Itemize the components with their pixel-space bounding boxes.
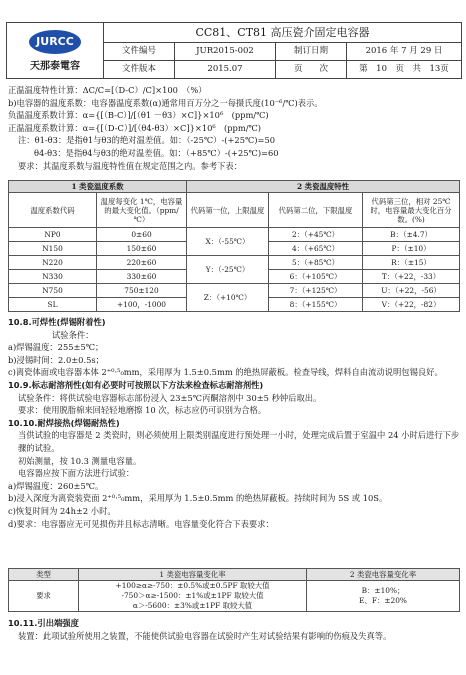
col-header-lower: 代码第二位，下限温度 (269, 193, 363, 228)
section-10-9-line: 试验条件：将供试验电容器标志部份浸入 23±5℃丙酮溶剂中 30±5 秒钟后取出。 (18, 392, 322, 403)
section-10-10-title: 10.10.耐焊接热(焊锡耐热性) (8, 417, 120, 428)
version-value: 2015.07 (175, 61, 276, 78)
temperature-formulas (8, 84, 460, 172)
note-line-1: 注：θ1-θ3：是指θ1与θ3的绝对温差值。如：（-25℃）-(+25℃)=50 (18, 135, 276, 146)
section-10-10-line: a)焊锡温度：260±5℃。 (8, 480, 104, 491)
table-cell: 5：（+85℃） (269, 256, 363, 270)
table-cell: 7：（+125℃） (269, 284, 363, 298)
class2-line: E、F：±20% (359, 596, 407, 605)
table-cell: 750±120 (97, 284, 187, 298)
table-cell: N220 (9, 256, 97, 270)
table-cell: V：（+22，-82） (363, 298, 460, 312)
date-value: 2016 年 7 月 29 日 (365, 46, 443, 56)
capacitance-change-table (8, 568, 460, 612)
class2-line: B：±10%； (361, 586, 405, 595)
section-10-8-line: a)焊锡温度：255±5℃； (8, 342, 104, 353)
table-cell: 220±60 (97, 256, 187, 270)
table-cell: 150±60 (97, 242, 187, 256)
table-cell: N150 (9, 242, 97, 256)
date-label: 制订日期 (276, 43, 347, 60)
section-10-10-line: 当供试验的电容器是 2 类瓷时，则必须使用上限类别温度进行预处理一小时，处理完成后置于室温中 24 小时后进行下步骤的试验。 (18, 430, 460, 453)
section-10-10-line: 初始测量，按 10.3 测量电容量。 (18, 455, 142, 466)
header-row-2 (104, 60, 461, 78)
section-10-11-text: 装置：此项试验所使用之装置，不能使供试验电容器在试验时产生对试验结果有影响的伤痕及失真等。 (18, 630, 392, 641)
section-10-11 (8, 617, 460, 642)
table-cell: B：（±4.7） (363, 228, 460, 242)
table-cell: Z：（+10℃） (187, 284, 269, 312)
col-header-class1: 1 类瓷电容量变化率 (79, 569, 307, 581)
col-header-type: 类型 (9, 569, 79, 581)
doc-number-label: 文件编号 (104, 43, 175, 60)
document-title: CC81、CT81 高压瓷介固定电容器 (104, 23, 461, 43)
col-header-class2: 2 类瓷电容量变化率 (307, 569, 460, 581)
section-10-9-title: 10.9.标志耐溶剂性(如有必要时可按照以下方法来检查标志耐溶剂性) (8, 379, 264, 390)
doc-number-value: JUR2015-002 (175, 43, 276, 60)
table-cell: T：（+22，-33） (363, 270, 460, 284)
section-10-8-line: b)浸锡时间：2.0±0.5s； (8, 354, 104, 365)
temperature-characteristics-table (8, 180, 460, 312)
table-row (9, 581, 460, 612)
version-label: 文件版本 (104, 61, 175, 78)
table-cell: U：（+22，-56） (363, 284, 460, 298)
class1-line: α＞-5600：±3%或±1PF 取较大值 (132, 601, 253, 610)
section-10-9-line: 要求：使用脱脂棉来回轻轻地磨擦 10 次，标志应仍可识别为合格。 (18, 405, 267, 416)
table-cell: R：（±15） (363, 256, 460, 270)
page-label: 页 次 (276, 61, 347, 78)
section-10-11-title: 10.11.引出端强度 (8, 618, 79, 628)
col-header-upper: 代码第一位，上限温度 (187, 193, 269, 228)
table-cell: SL (9, 298, 97, 312)
table-cell: +100，-1000 (97, 298, 187, 312)
section-10-10-line: d)要求：电容器应无可见损伤并且标志清晰。电容量变化符合下表要求： (8, 518, 274, 529)
table-row (9, 256, 460, 270)
header-row-1 (104, 43, 461, 60)
page-value: 第 10 页 共 13页 (359, 64, 449, 74)
col-header-change: 温度每变化 1℃，电容量的最大变化值。（ppm/℃） (97, 193, 187, 228)
requirement-line: 要求：其温度系数与温度特性值在规定范围之内。参考下表： (18, 160, 243, 171)
class2-group-header: 2 类瓷温度特性 (187, 181, 460, 193)
table-cell: NP0 (9, 228, 97, 242)
negative-coefficient-formula: 负温温度系数计算：α={[（B-C）]/[（θ1 －θ3）×C]}×10⁶ (ppm/℃) (8, 110, 269, 121)
class1-requirements (79, 581, 307, 612)
table-cell: 4：（+65℃） (269, 242, 363, 256)
table-cell: 2：（+45℃） (269, 228, 363, 242)
table-cell: 330±60 (97, 270, 187, 284)
class2-requirements (307, 581, 460, 612)
positive-coefficient-formula: 正温温度系数计算：α={[（D-C）]/[（θ4-θ3）×C]}×10⁶ (ppm/℃) (8, 122, 262, 133)
table-cell: 6：（+105℃） (269, 270, 363, 284)
section-10-10-line: c)恢复时间为 24h±2 小时。 (8, 505, 116, 516)
logo-emblem: JURCC (29, 30, 81, 54)
table-cell: 0±60 (97, 228, 187, 242)
section-10-10-line: b)浸入深度为离瓷装瓷面 2⁺⁰·⁵₀mm，采用厚为 1.5±0.5mm 的绝热屏蔽板。持续时间为 5S 或 10S。 (8, 493, 388, 504)
table-cell: P：（±10） (363, 242, 460, 256)
document-header (6, 22, 462, 79)
section-10-8-line: 试验条件： (52, 329, 94, 340)
section-10-8-line: c)离瓷体面或电容器本体 2⁺⁰·⁵₀mm，采用厚为 1.5±0.5mm 的绝热屏蔽板。检查导线，焊料自由流动说明包锡良好。 (8, 367, 443, 378)
table-cell: 8：（+155℃） (269, 298, 363, 312)
class1-group-header: 1 类瓷温度系数 (9, 181, 187, 193)
company-name: 天那泰電容 (30, 60, 80, 72)
class1-line: -750＞α≥-1500：±1%或±1PF 取较大值 (121, 591, 264, 600)
table-cell: Y：（-25℃） (187, 256, 269, 284)
col-header-code: 温度系数代码 (9, 193, 97, 228)
table-cell: X：（-55℃） (187, 228, 269, 256)
sections-body (8, 316, 460, 530)
note-line-2: θ4-θ3：是指θ4与θ3的绝对温差值。如：（+85℃）-(+25℃)=60 (34, 147, 279, 158)
class1-line: +100≥α≥-750：±0.5%或±0.5PF 取较大值 (115, 581, 270, 590)
table-cell: N750 (9, 284, 97, 298)
positive-temp-formula: 正温温度特性计算：ΔC/C=[（D-C）/C]×100 （%） (8, 85, 207, 95)
table-row (9, 284, 460, 298)
requirement-label: 要求 (9, 581, 79, 612)
section-10-8-title: 10.8.可焊性(焊锡附着性) (8, 317, 106, 327)
company-logo (7, 23, 104, 78)
temp-coefficient-note: b)电容器的温度系数：电容器温度系数(α)通常用百万分之一每摄氏度(10⁻⁶/℃)表示。 (8, 97, 323, 108)
table-row (9, 228, 460, 242)
table-cell: N330 (9, 270, 97, 284)
section-10-10-line: 电容器应按下面方法进行试验： (18, 468, 135, 479)
col-header-third: 代码第三位，相对 25℃时，电容量最大变化百分数。(%) (363, 193, 460, 228)
